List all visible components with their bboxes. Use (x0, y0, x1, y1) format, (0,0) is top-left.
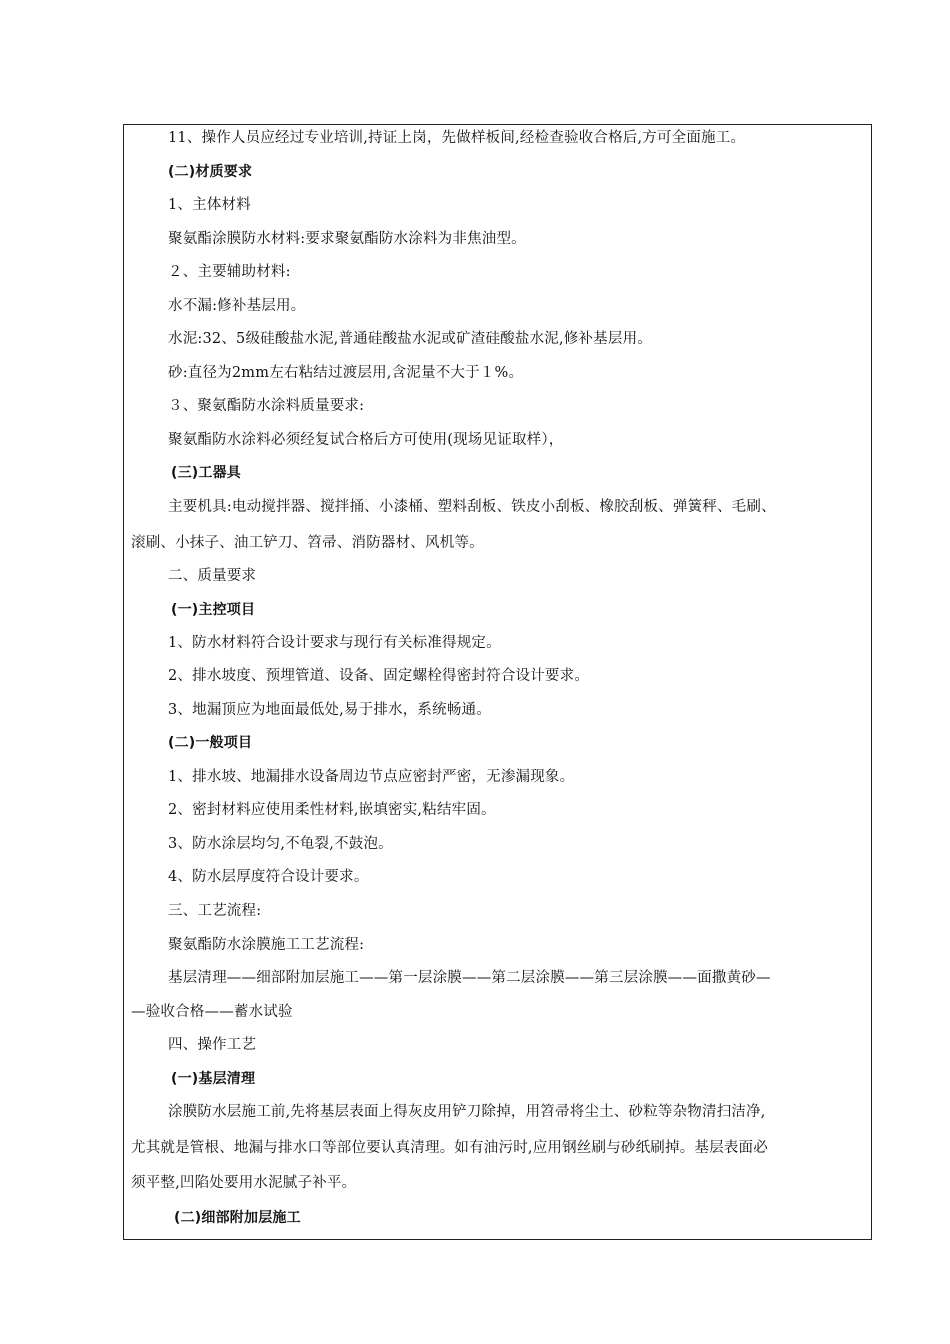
text-line: 1、防水材料符合设计要求与现行有关标准得规定。 (168, 635, 501, 651)
text-line: 尤其就是管根、地漏与排水口等部位要认真清理。如有油污时,应用钢丝刷与砂纸刷掉。基层表面必 (131, 1140, 768, 1156)
text-line: 水不漏:修补基层用。 (168, 298, 306, 314)
text-line: 四、操作工艺 (168, 1037, 257, 1053)
text-line: ３、聚氨酯防水涂料质量要求: (168, 398, 365, 414)
text-line: 聚氨酯防水涂料必须经复试合格后方可使用(现场见证取样）， (168, 432, 564, 448)
text-line: 聚氨酯涂膜防水材料:要求聚氨酯防水涂料为非焦油型。 (168, 231, 526, 247)
text-line: 11、操作人员应经过专业培训,持证上岗，先做样板间,经检查验收合格后,方可全面施工。 (168, 130, 746, 146)
text-line: 3、防水涂层均匀,不龟裂,不鼓泡。 (168, 836, 393, 852)
section-heading: (一)基层清理 (171, 1071, 256, 1087)
text-line: 1、排水坡、地漏排水设备周边节点应密封严密，无渗漏现象。 (168, 769, 575, 785)
text-line: ２、主要辅助材料: (168, 264, 291, 280)
text-line: 涂膜防水层施工前,先将基层表面上得灰皮用铲刀除掉，用笤帚将尘土、砂粒等杂物清扫洁净, (168, 1104, 766, 1120)
text-line: 2、密封材料应使用柔性材料,嵌填密实,粘结牢固。 (168, 802, 496, 818)
text-line: 滚刷、小抹子、油工铲刀、笤帚、消防器材、风机等。 (131, 535, 484, 551)
section-heading: (二)材质要求 (168, 164, 253, 180)
text-line: 须平整,凹陷处要用水泥腻子补平。 (131, 1175, 357, 1191)
text-line: 2、排水坡度、预埋管道、设备、固定螺栓得密封符合设计要求。 (168, 668, 590, 684)
text-line: 1、主体材料 (168, 197, 251, 213)
text-line: 主要机具:电动搅拌器、搅拌捅、小漆桶、塑料刮板、铁皮小刮板、橡胶刮板、弹簧秤、毛刷、 (168, 499, 776, 515)
text-line: 水泥:32、5级硅酸盐水泥,普通硅酸盐水泥或矿渣硅酸盐水泥,修补基层用。 (168, 331, 652, 347)
section-heading: (三)工器具 (171, 465, 241, 481)
section-heading: (一)主控项目 (171, 602, 256, 618)
text-line: 二、质量要求 (168, 568, 257, 584)
section-heading: (二)一般项目 (168, 735, 253, 751)
text-line: 砂:直径为2mm左右粘结过渡层用,含泥量不大于１%。 (168, 365, 524, 381)
text-line: —验收合格——蓄水试验 (131, 1004, 293, 1020)
text-line: 基层清理——细部附加层施工——第一层涂膜——第二层涂膜——第三层涂膜——面撒黄砂— (168, 970, 771, 986)
text-line: 3、地漏顶应为地面最低处,易于排水，系统畅通。 (168, 702, 491, 718)
text-line: 4、防水层厚度符合设计要求。 (168, 869, 369, 885)
text-line: 三、工艺流程: (168, 903, 262, 919)
section-heading: (二)细部附加层施工 (174, 1210, 301, 1226)
text-line: 聚氨酯防水涂膜施工工艺流程: (168, 937, 365, 953)
